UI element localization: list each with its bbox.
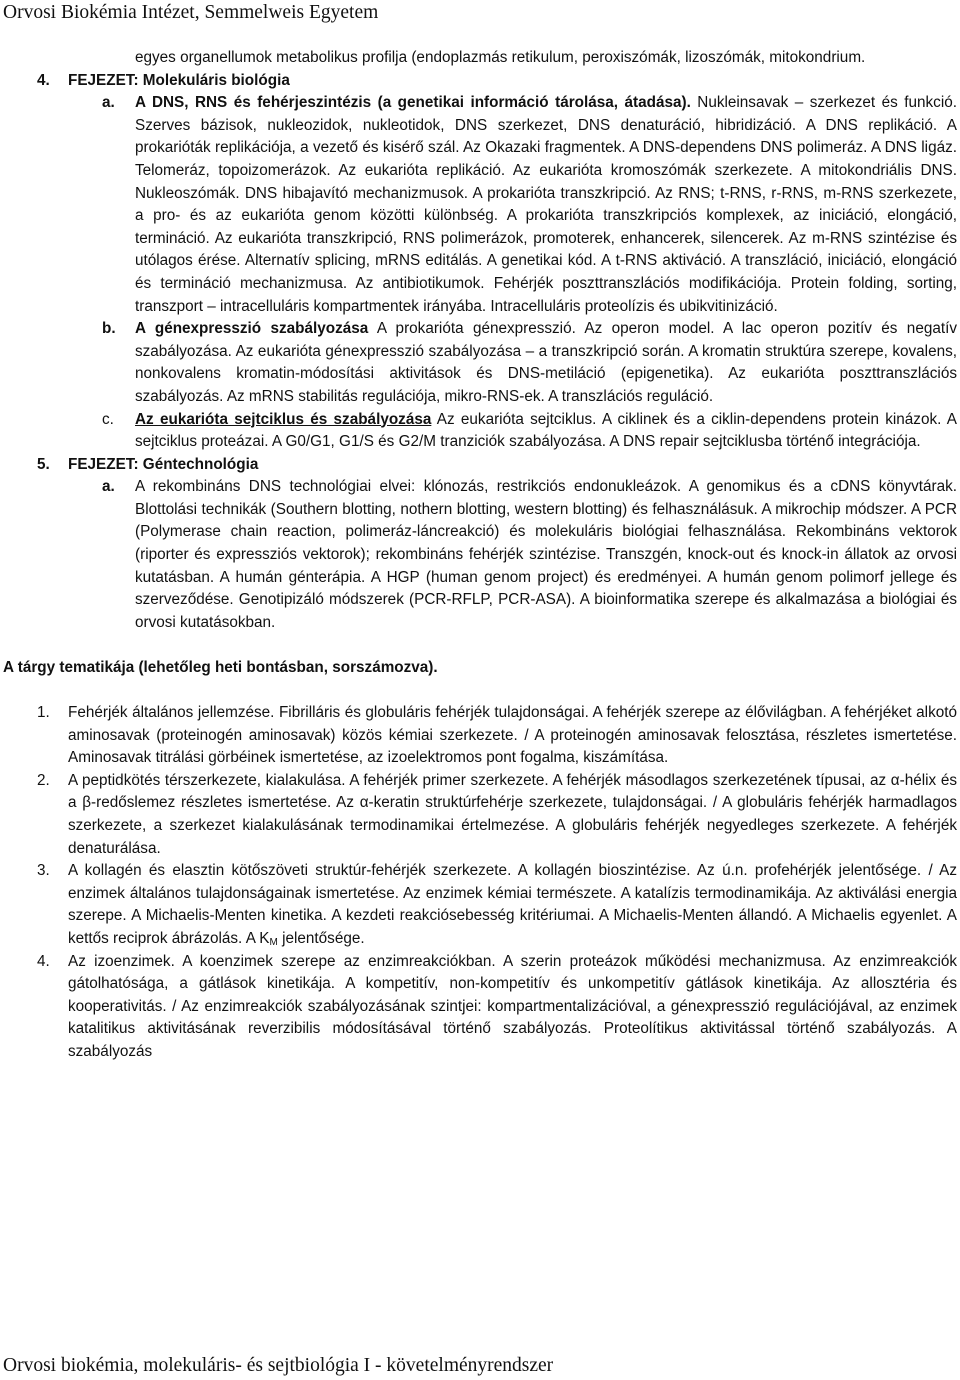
thematics-item-2 bbox=[37, 770, 957, 860]
page-header: Orvosi Biokémia Intézet, Semmelweis Egyetem bbox=[3, 2, 379, 23]
thematics-item-number: 3. bbox=[37, 862, 50, 880]
section-a-text bbox=[135, 92, 957, 318]
chapter5-heading bbox=[37, 454, 957, 477]
thematics-item-text: Fehérjék általános jellemzése. Fibrilláris és globuláris fehérjék tulajdonságai. A fehérjék szerepe az élővilágban. A fehérjéket alkotó aminosavak (proteinogén aminosavak) közös kémiai szerkezete. / A proteinogén aminosavak felosztása, részletes ismertetése. Aminosavak titrálási görbéinek ismertetése, az izoelektromos pont fogalma, kiszámítása. bbox=[68, 704, 957, 767]
section-b-heading: A génexpresszió szabályozása bbox=[135, 320, 369, 338]
chapter4-section-c bbox=[102, 409, 957, 454]
km-subscript: M bbox=[269, 936, 278, 948]
thematics-item-text: A kollagén és elasztin kötőszöveti struktúr-fehérjék szerkezete. A kollagén bioszintézise. Az ú.n. profehérjék jelentősége. / Az enzimek általános tulajdonságainak ismertetése. Az enzimek kémiai természete. A katalízis termodinamikája. Az aktiválási energia szerepe. A Michaelis-Menten kinetika. A kezdeti reakciósebesség kritériumai. A Michaelis-Menten állandó. A Michaelis egyenlet. A kettős reciprok ábrázolás. A K bbox=[68, 862, 957, 947]
section-b-label: b. bbox=[102, 320, 116, 338]
chapter3-tail-text: egyes organellumok metabolikus profilja (endoplazmás retikulum, peroxiszómák, lizoszómák, mitokondrium. bbox=[135, 49, 866, 66]
page-footer: Orvosi biokémia, molekuláris- és sejtbiológia I - követelményrendszer bbox=[3, 1355, 554, 1376]
thematics-item-1 bbox=[37, 702, 957, 770]
section-b-body: A prokarióta génexpresszió. Az operon model. A lac operon pozitív és negatív szabályozása. Az eukarióta génexpresszió szabályozása – a transzkripció során. A kromatin struktúra szerepe, kovalens, nonkovalens kromatin-módosítási aktivitások és DNS-metiláció (epigenetika). Az eukarióta poszttranszlációs szabályozás. Az mRNS stabilitás regulációja, mikro-RNS-ek. A transzlációs reguláció. bbox=[135, 320, 957, 405]
section-c-text bbox=[135, 409, 957, 454]
document-body bbox=[0, 47, 960, 1064]
section-a-label: a. bbox=[102, 94, 115, 112]
section-c-body: Az eukarióta sejtciklus. A ciklinek és a ciklin-dependens protein kinázok. A sejtciklus proteázai. A G0/G1, G1/S és G2/M tranziciók szabályozása. A DNS repair sejtciklusba történő integrációja. bbox=[135, 410, 957, 451]
chapter5-title: FEJEZET: Géntechnológia bbox=[68, 455, 259, 473]
section-c-heading: Az eukarióta sejtciklus és szabályozása bbox=[135, 410, 432, 428]
thematics-item-3 bbox=[37, 860, 957, 950]
section-b-text bbox=[135, 318, 957, 408]
ch5-section-a-label: a. bbox=[102, 478, 115, 496]
thematics-item-text: A peptidkötés térszerkezete, kialakulása. A fehérjék primer szerkezete. A fehérjék másodlagos szerkezetének típusai, az α-hélix és a β-redőslemez részletes ismertetése. Az α-keratin struktúrfehérje szerkezete, tulajdonságai. / A globuláris fehérjék harmadlagos szerkezete, a szerkezet kialakulásának termodinamikai értelmezése. A globuláris fehérjék negyedleges szerkezete. A fehérjék denaturálása. bbox=[68, 771, 957, 857]
thematics-item-number: 4. bbox=[37, 952, 50, 970]
section-a-body: Nukleinsavak – szerkezet és funkció. Szerves bázisok, nukleozidok, nukleotidok, DNS szerkezet, DNS denaturáció, hibridizáció. A DNS replikáció. A prokarióták replikációja, a vezető és kisérő szál. Az Okazaki fragmentek. A DNS-dependens DNS polimeráz. A DNS ligáz. Telomeráz, topoizomerázok. Az eukarióta replikáció. Az eukarióta kromoszómák szerkezete. A mitokondriális DNS. Nukleoszómák. DNS hibajavító mechanizmusok. A prokarióta transzkripció. Az RNS; t-RNS, r-RNS, m-RNS szerkezete, a pro- és az eukarióta genom közötti különbség. A prokarióta transzkripciós komplexek, az iniciáció, elongáció, termináció. Az eukarióta transzkripció, RNS polimerázok, promoterek, enhancerek, silencerek. Az m-RNS szintézise és utólagos érése. Alternatív splicing, mRNS editálás. A genetikai kód. A t-RNS aktiváció. A transzláció, iniciáció, elongáció és termináció mechanizmusa. Az antibiotikumok. Fehérjék poszttranszlációs modifikációja. Protein folding, sorting, transzport – intracelluláris kompartmentek irányába. Intracelluláris proteolízis és ubikvitinizáció. bbox=[135, 94, 957, 315]
chapter5-number: 5. bbox=[37, 455, 50, 473]
thematics-item-4 bbox=[37, 951, 957, 1064]
chapter4-section-a bbox=[102, 92, 957, 318]
chapter5-section-a bbox=[102, 476, 957, 634]
chapter4-number: 4. bbox=[37, 71, 50, 89]
thematics-title: A tárgy tematikája (lehetőleg heti bontásban, sorszámozva). bbox=[3, 659, 438, 677]
chapter4-section-b bbox=[102, 318, 957, 408]
thematics-item-text-wrap bbox=[68, 860, 957, 950]
thematics-item-number: 2. bbox=[37, 771, 50, 789]
thematics-item-tail: jelentősége. bbox=[277, 929, 365, 947]
chapter4-title: FEJEZET: Molekuláris biológia bbox=[68, 71, 290, 89]
thematics-item-number: 1. bbox=[37, 704, 50, 722]
section-a-heading: A DNS, RNS és fehérjeszintézis (a genetikai információ tárolása, átadása). bbox=[135, 94, 691, 112]
thematics-item-text: Az izoenzimek. A koenzimek szerepe az enzimreakciókban. A szerin proteázok működési mechanizmusa. Az enzimreakciók gátolhatósága, a gátlások kinetikája. A kompetitív, non-kompetitív és unkompetitív gátlások kinetikája. Az allosztéria és kooperativitás. / Az enzimreakciók szabályozásának szintjei: kompartmentalizációval, a génexpresszió regulációjával, az enzimek katalitikus aktivitásának reverzibilis módosításával történő szabályozás. Proteolítikus aktivitással történő szabályozás. A szabályozás bbox=[68, 952, 957, 1060]
ch5-section-a-body: A rekombináns DNS technológiai elvei: klónozás, restrikciós endonukleázok. A genomikus és a cDNS könyvtárak. Blottolási technikák (Southern blotting, nothern blotting, western blotting) és felhasználásuk. A mikrochip módszer. A PCR (Polymerase chain reaction, polimeráz-láncreakció) és molekuláris biológiai felhasználása. Rekombináns vektorok (riporter és expressziós vektorok); rekombináns fehérjék szintézise. Transzgén, knock-out és knock-in állatok az orvosi kutatásban. A humán génterápia. A HGP (human genom project) és eredményei. A humán genom polimorf jellege és szerveződése. Genotipizáló módszerek (PCR-RFLP, PCR-ASA). A bioinformatika szerepe és alkalmazása a biológiai és orvosi kutatásokban. bbox=[135, 478, 957, 631]
chapter4-heading bbox=[37, 70, 957, 93]
section-c-label: c. bbox=[102, 410, 114, 428]
